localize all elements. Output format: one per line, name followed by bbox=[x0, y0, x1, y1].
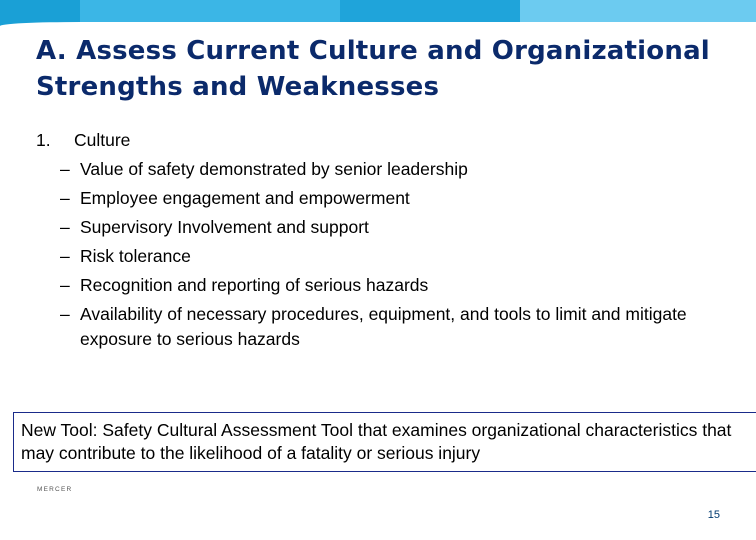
list-item bbox=[36, 271, 726, 300]
list-item bbox=[36, 155, 726, 184]
dash-marker: – bbox=[60, 217, 70, 237]
list-item bbox=[36, 242, 726, 271]
title-line-1: A. Assess Current Culture and Organizational bbox=[36, 36, 710, 66]
dash-marker: – bbox=[60, 304, 70, 324]
dash-marker: – bbox=[60, 159, 70, 179]
dash-marker: – bbox=[60, 246, 70, 266]
bullet-text: Availability of necessary procedures, equipment, and tools to limit and mitigate exposure to serious hazards bbox=[80, 304, 687, 349]
list-item bbox=[36, 300, 726, 354]
page-number: 15 bbox=[707, 509, 720, 521]
dash-marker: – bbox=[60, 275, 70, 295]
bullet-text: Recognition and reporting of serious hazards bbox=[80, 275, 429, 295]
title-line-2: Strengths and Weaknesses bbox=[36, 72, 440, 102]
mercer-logo: MERCER bbox=[37, 486, 73, 493]
section-heading bbox=[36, 126, 726, 155]
list-item bbox=[36, 184, 726, 213]
slide-body bbox=[36, 126, 726, 354]
new-tool-callout bbox=[13, 412, 756, 472]
dash-marker: – bbox=[60, 188, 70, 208]
callout-text: New Tool: Safety Cultural Assessment Tool that examines organizational characteristics that may contribute to the likelihood of a fatality or serious injury bbox=[21, 420, 732, 463]
top-color-band bbox=[0, 0, 756, 28]
bullet-list bbox=[36, 155, 726, 354]
bullet-text: Risk tolerance bbox=[80, 246, 191, 266]
bullet-text: Employee engagement and empowerment bbox=[80, 188, 410, 208]
section-heading-text: Culture bbox=[74, 130, 131, 150]
bullet-text: Value of safety demonstrated by senior leadership bbox=[80, 159, 468, 179]
section-number: 1. bbox=[36, 130, 51, 150]
bullet-text: Supervisory Involvement and support bbox=[80, 217, 369, 237]
slide-title bbox=[36, 33, 736, 105]
list-item bbox=[36, 213, 726, 242]
